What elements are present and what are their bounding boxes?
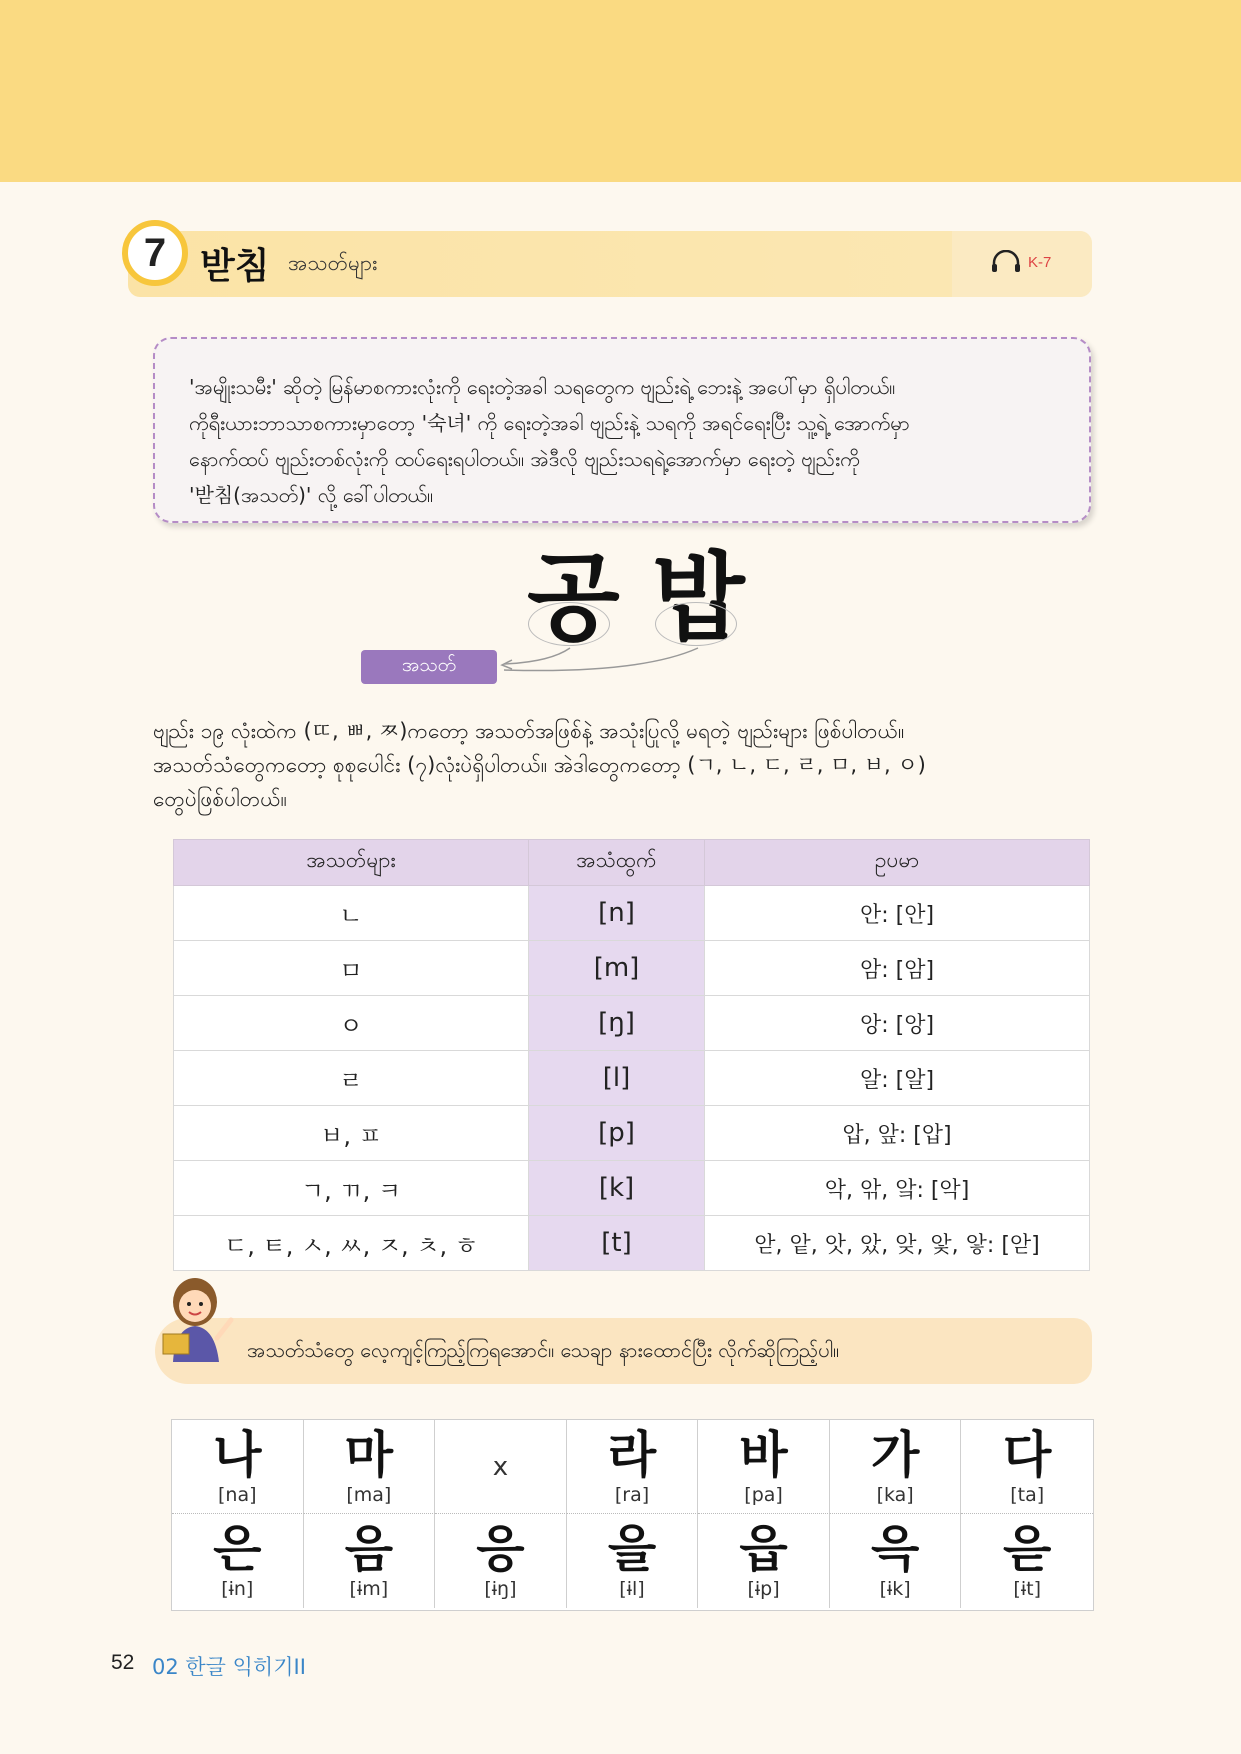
column-header-batchim: အသတ်များ: [174, 840, 529, 886]
syllable: 바: [739, 1425, 788, 1484]
practice-cell[interactable]: [830, 1514, 962, 1608]
romanization: [na]: [218, 1483, 257, 1506]
batchim-cell: ㄷ, ㅌ, ㅅ, ㅆ, ㅈ, ㅊ, ㅎ: [174, 1216, 529, 1271]
sound-cell: [m]: [529, 941, 705, 996]
sound-cell: [t]: [529, 1216, 705, 1271]
batchim-cell: ㄹ: [174, 1051, 529, 1106]
paragraph-line: တွေပဲဖြစ်ပါတယ်။: [153, 787, 287, 811]
practice-cell[interactable]: [830, 1420, 962, 1514]
example-cell: 앙: [앙]: [705, 996, 1090, 1051]
practice-cell[interactable]: [567, 1514, 699, 1608]
practice-syllable-grid: [171, 1419, 1094, 1611]
practice-cell-empty: [435, 1420, 567, 1514]
example-cell: 악, 앆, 앜: [악]: [705, 1161, 1090, 1216]
section-header-bar: [128, 231, 1092, 297]
romanization: [ma]: [346, 1483, 392, 1506]
syllable: 읃: [1003, 1520, 1052, 1578]
practice-cell[interactable]: [698, 1420, 830, 1514]
romanization: [pa]: [744, 1483, 783, 1506]
column-header-sound: အသံထွက်: [529, 840, 705, 886]
column-header-example: ဥပမာ: [705, 840, 1090, 886]
sound-cell: [p]: [529, 1106, 705, 1161]
info-line: 'အမျိုးသမီး' ဆိုတဲ့ မြန်မာစကားလုံးကို ရေးတဲ့အခါ သရတွေက ဗျည်းရဲ့ ဘေးနဲ့ အပေါ်မှာ ရှိပါတယ်။: [189, 375, 896, 399]
romanization: [ɨl]: [619, 1578, 645, 1600]
batchim-arrows: [490, 640, 710, 680]
audio-track-button[interactable]: [990, 250, 1051, 274]
top-color-band: [0, 0, 1241, 182]
table-row: [174, 941, 1090, 996]
teacher-avatar-icon: [155, 1272, 241, 1368]
syllable: 다: [1003, 1425, 1052, 1484]
paragraph-line: ဗျည်း ၁၉ လုံးထဲက (ㄸ, ㅃ, ㅉ)ကတော့ အသတ်အဖြစ်နဲ့ အသုံးပြုလို့ မရတဲ့ ဗျည်းများ ဖြစ်ပါတယ်။: [153, 719, 905, 743]
sound-cell: [k]: [529, 1161, 705, 1216]
page-number: 52: [111, 1651, 135, 1674]
example-syllable-bap: 밥: [652, 542, 745, 654]
table-row: [174, 1051, 1090, 1106]
info-line: '받침(အသတ်)' လို့ ခေါ်ပါတယ်။: [189, 483, 434, 507]
syllable: 라: [607, 1425, 657, 1484]
table-row: [174, 886, 1090, 941]
batchim-cell: ㅂ, ㅍ: [174, 1106, 529, 1161]
practice-cell[interactable]: [172, 1420, 304, 1514]
romanization: [ka]: [876, 1483, 914, 1506]
example-syllable-gong: 공: [527, 542, 620, 654]
batchim-cell: ㄴ: [174, 886, 529, 941]
example-cell: 앋, 앝, 앗, 았, 앚, 앛, 앟: [앋]: [705, 1216, 1090, 1271]
practice-cell[interactable]: [698, 1514, 830, 1608]
practice-cell[interactable]: [435, 1514, 567, 1608]
syllable: 읍: [739, 1520, 788, 1578]
info-box: [153, 337, 1091, 523]
syllable: 을: [607, 1520, 657, 1578]
syllable: 응: [476, 1520, 525, 1578]
practice-cell[interactable]: [567, 1420, 699, 1514]
teacher-instruction-text: အသတ်သံတွေ လေ့ကျင့်ကြည့်ကြရအောင်။ သေချာ နားထောင်ပြီး လိုက်ဆိုကြည့်ပါ။: [247, 1338, 840, 1362]
syllable: 은: [213, 1520, 262, 1578]
romanization: [ɨk]: [879, 1578, 911, 1600]
romanization: [ɨn]: [221, 1578, 254, 1600]
romanization: [ɨp]: [747, 1578, 780, 1600]
practice-cell[interactable]: [961, 1420, 1093, 1514]
table-row: [174, 1161, 1090, 1216]
explanation-paragraph: [153, 714, 1083, 816]
headphones-icon: [990, 250, 1024, 274]
table-row: [174, 1216, 1090, 1271]
batchim-cell: ㅁ: [174, 941, 529, 996]
section-title: 받침: [200, 246, 270, 287]
sound-cell: [ŋ]: [529, 996, 705, 1051]
table-row: [174, 1106, 1090, 1161]
info-line: ကိုရီးယားဘာသာစကားမှာတော့ '숙녀' ကို ရေးတဲ့အခါ ဗျည်းနဲ့ သရကို အရင်ရေးပြီး သူ့ရဲ့ အောက်မှာ: [189, 411, 910, 435]
batchim-label-pill: အသတ်: [361, 650, 497, 684]
syllable: 마: [344, 1425, 393, 1484]
section-number-badge: 7: [122, 220, 188, 286]
romanization: [ɨŋ]: [484, 1578, 517, 1600]
syllable: 가: [870, 1425, 920, 1484]
sound-cell: [l]: [529, 1051, 705, 1106]
syllable: 윽: [870, 1520, 920, 1578]
batchim-cell: ㅇ: [174, 996, 529, 1051]
practice-cell[interactable]: [172, 1514, 304, 1608]
romanization: [ra]: [614, 1483, 650, 1506]
romanization: [ɨm]: [349, 1578, 389, 1600]
batchim-table: [173, 839, 1090, 1271]
example-cell: 안: [안]: [705, 886, 1090, 941]
info-line: နောက်ထပ် ဗျည်းတစ်လုံးကို ထပ်ရေးရပါတယ်။ အဲဒီလို ဗျည်းသရရဲ့အောက်မှာ ရေးတဲ့ ဗျည်းကို: [189, 447, 860, 471]
batchim-cell: ㄱ, ㄲ, ㅋ: [174, 1161, 529, 1216]
teacher-instruction-banner: [155, 1318, 1092, 1384]
empty-mark: x: [492, 1451, 509, 1482]
sound-cell: [n]: [529, 886, 705, 941]
table-row: [174, 996, 1090, 1051]
practice-cell[interactable]: [304, 1420, 436, 1514]
practice-cell[interactable]: [304, 1514, 436, 1608]
example-cell: 압, 앞: [압]: [705, 1106, 1090, 1161]
syllable: 음: [344, 1520, 393, 1578]
section-subtitle: အသတ်များ: [288, 251, 378, 275]
audio-track-label: K-7: [1028, 253, 1052, 271]
romanization: [ɨt]: [1013, 1578, 1041, 1600]
table-header-row: [174, 840, 1090, 886]
practice-cell[interactable]: [961, 1514, 1093, 1608]
example-cell: 알: [알]: [705, 1051, 1090, 1106]
paragraph-line: အသတ်သံတွေကတော့ စုစုပေါင်း (၇)လုံးပဲရှိပါတယ်။ အဲဒါတွေကတော့ (ㄱ, ㄴ, ㄷ, ㄹ, ㅁ, ㅂ, ㅇ): [153, 753, 926, 777]
chapter-label: 02 한글 익히기II: [152, 1655, 306, 1679]
syllable: 나: [213, 1425, 262, 1484]
example-cell: 암: [암]: [705, 941, 1090, 996]
romanization: [ta]: [1010, 1483, 1045, 1506]
